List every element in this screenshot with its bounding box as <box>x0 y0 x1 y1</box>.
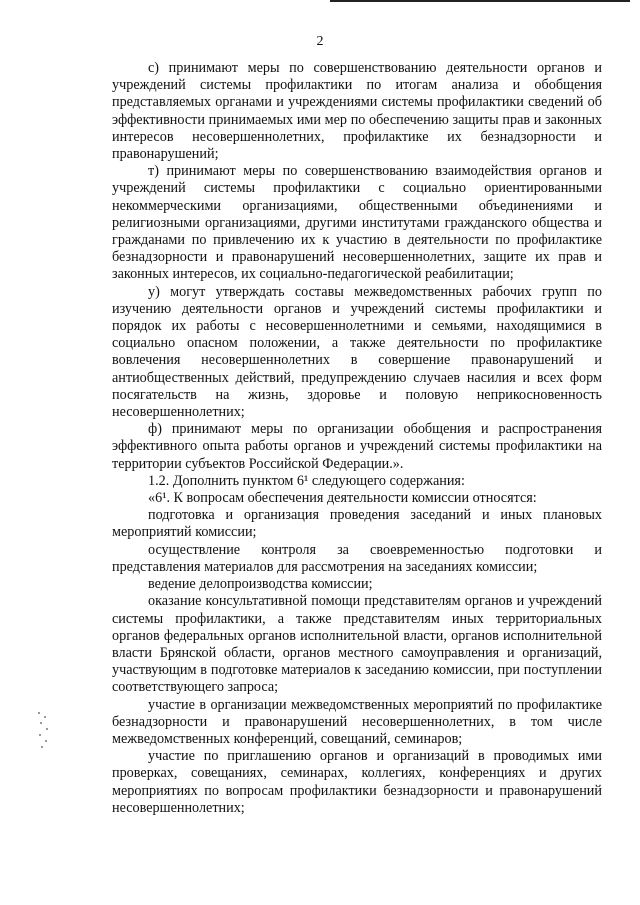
document-body <box>112 60 602 817</box>
paragraph-f: ф) принимают меры по организации обобщения и распространения эффективного опыта работы органов и учреждений системы профилактики на территории субъектов Российской Федерации.». <box>112 421 602 472</box>
paragraph-1-2: 1.2. Дополнить пунктом 6¹ следующего содержания: <box>148 472 465 489</box>
paragraph-consulting: оказание консультативной помощи представителям органов и учреждений системы профилактики, а также представителям иных территориальных органов федеральных органов исполнительной власти, органов исполнительной власти Брянской области, органов местного самоуправления и организаций, участвующим в подготовке материалов к заседанию комиссии, при поступлении соответствующего запроса; <box>112 593 602 696</box>
paragraph-participation: участие по приглашению органов и организаций в проводимых ими проверках, совещаниях, семинарах, коллегиях, конференциях и других мероприятиях по вопросам профилактики безнадзорности и правонарушений несовершеннолетних; <box>112 748 602 816</box>
paragraph-preparation: подготовка и организация проведения заседаний и иных плановых мероприятий комиссии; <box>112 507 602 541</box>
paragraph-6-1-intro: «6¹. К вопросам обеспечения деятельности комиссии относятся: <box>148 490 537 507</box>
paragraph-records: ведение делопроизводства комиссии; <box>148 576 373 593</box>
paragraph-events: участие в организации межведомственных мероприятий по профилактике безнадзорности и правонарушений несовершеннолетних, в том числе межведомственных конференций, совещаний, семинаров; <box>112 696 602 747</box>
paragraph-s: с) принимают меры по совершенствованию деятельности органов и учреждений системы профилактики по итогам анализа и обобщения представляемых органами и учреждениями системы профилактики сведений об эффективности принимаемых ими мер по обеспечению защиты прав и законных интересов несовершеннолетних, профилактике их безнадзорности и правонарушений; <box>112 60 602 163</box>
top-rule <box>330 0 630 2</box>
paragraph-control: осуществление контроля за своевременностью подготовки и представления материалов для рассмотрения на заседаниях комиссии; <box>112 541 602 575</box>
paragraph-t: т) принимают меры по совершенствованию взаимодействия органов и учреждений системы профилактики с социально ориентированными некоммерческими организациями, общественными объединениями и религиозными организациями, другими институтами гражданского общества и гражданами по привлечению их к участию в деятельности по профилактике безнадзорности и правонарушений несовершеннолетних, защите их прав и законных интересов, их социально-педагогической реабилитации; <box>112 163 602 283</box>
scan-margin-marks <box>36 712 50 752</box>
page-number: 2 <box>316 34 324 49</box>
paragraph-u: у) могут утверждать составы межведомственных рабочих групп по изучению деятельности органов и учреждений системы профилактики и порядок их работы с несовершеннолетними и семьями, находящимися в социально опасном положении, а также деятельности по профилактике вовлечения несовершеннолетних в совершение правонарушений и антиобщественных действий, предупреждению случаев насилия и всех форм посягательств на жизнь, здоровье и половую неприкосновенность несовершеннолетних; <box>112 283 602 421</box>
